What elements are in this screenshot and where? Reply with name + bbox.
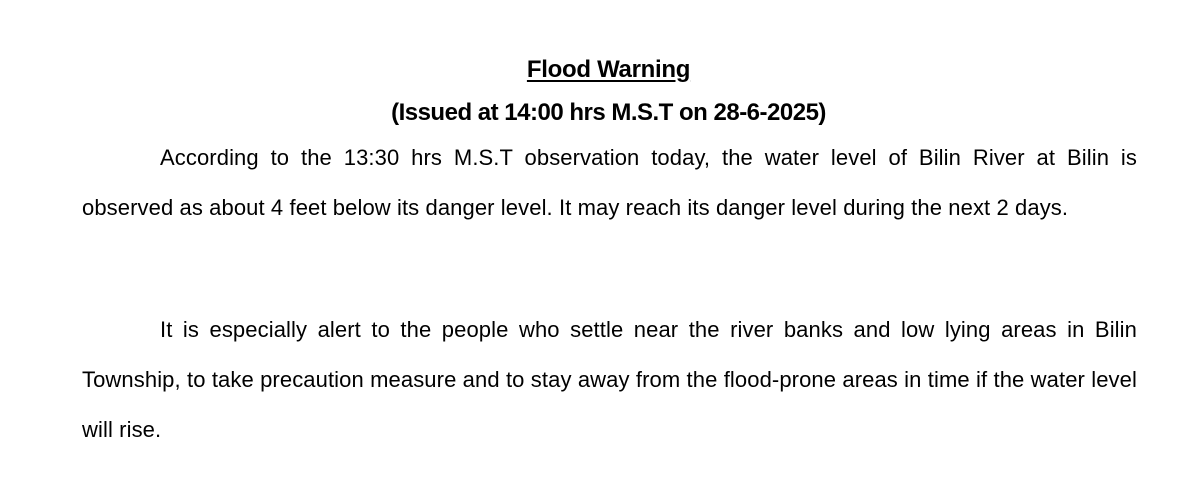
- alert-paragraph: It is especially alert to the people who settle near the river banks and low lying areas in Bilin Township, to take precaution measure and to stay away from the flood-prone areas in time if the water level will rise.: [82, 317, 1137, 442]
- observation-paragraph: According to the 13:30 hrs M.S.T observation today, the water level of Bilin River at Bilin is observed as about 4 feet below its danger level. It may reach its danger level during the next 2 days.: [82, 145, 1137, 220]
- issued-time: (Issued at 14:00 hrs M.S.T on 28-6-2025): [391, 99, 826, 126]
- document-title: Flood Warning: [526, 56, 691, 83]
